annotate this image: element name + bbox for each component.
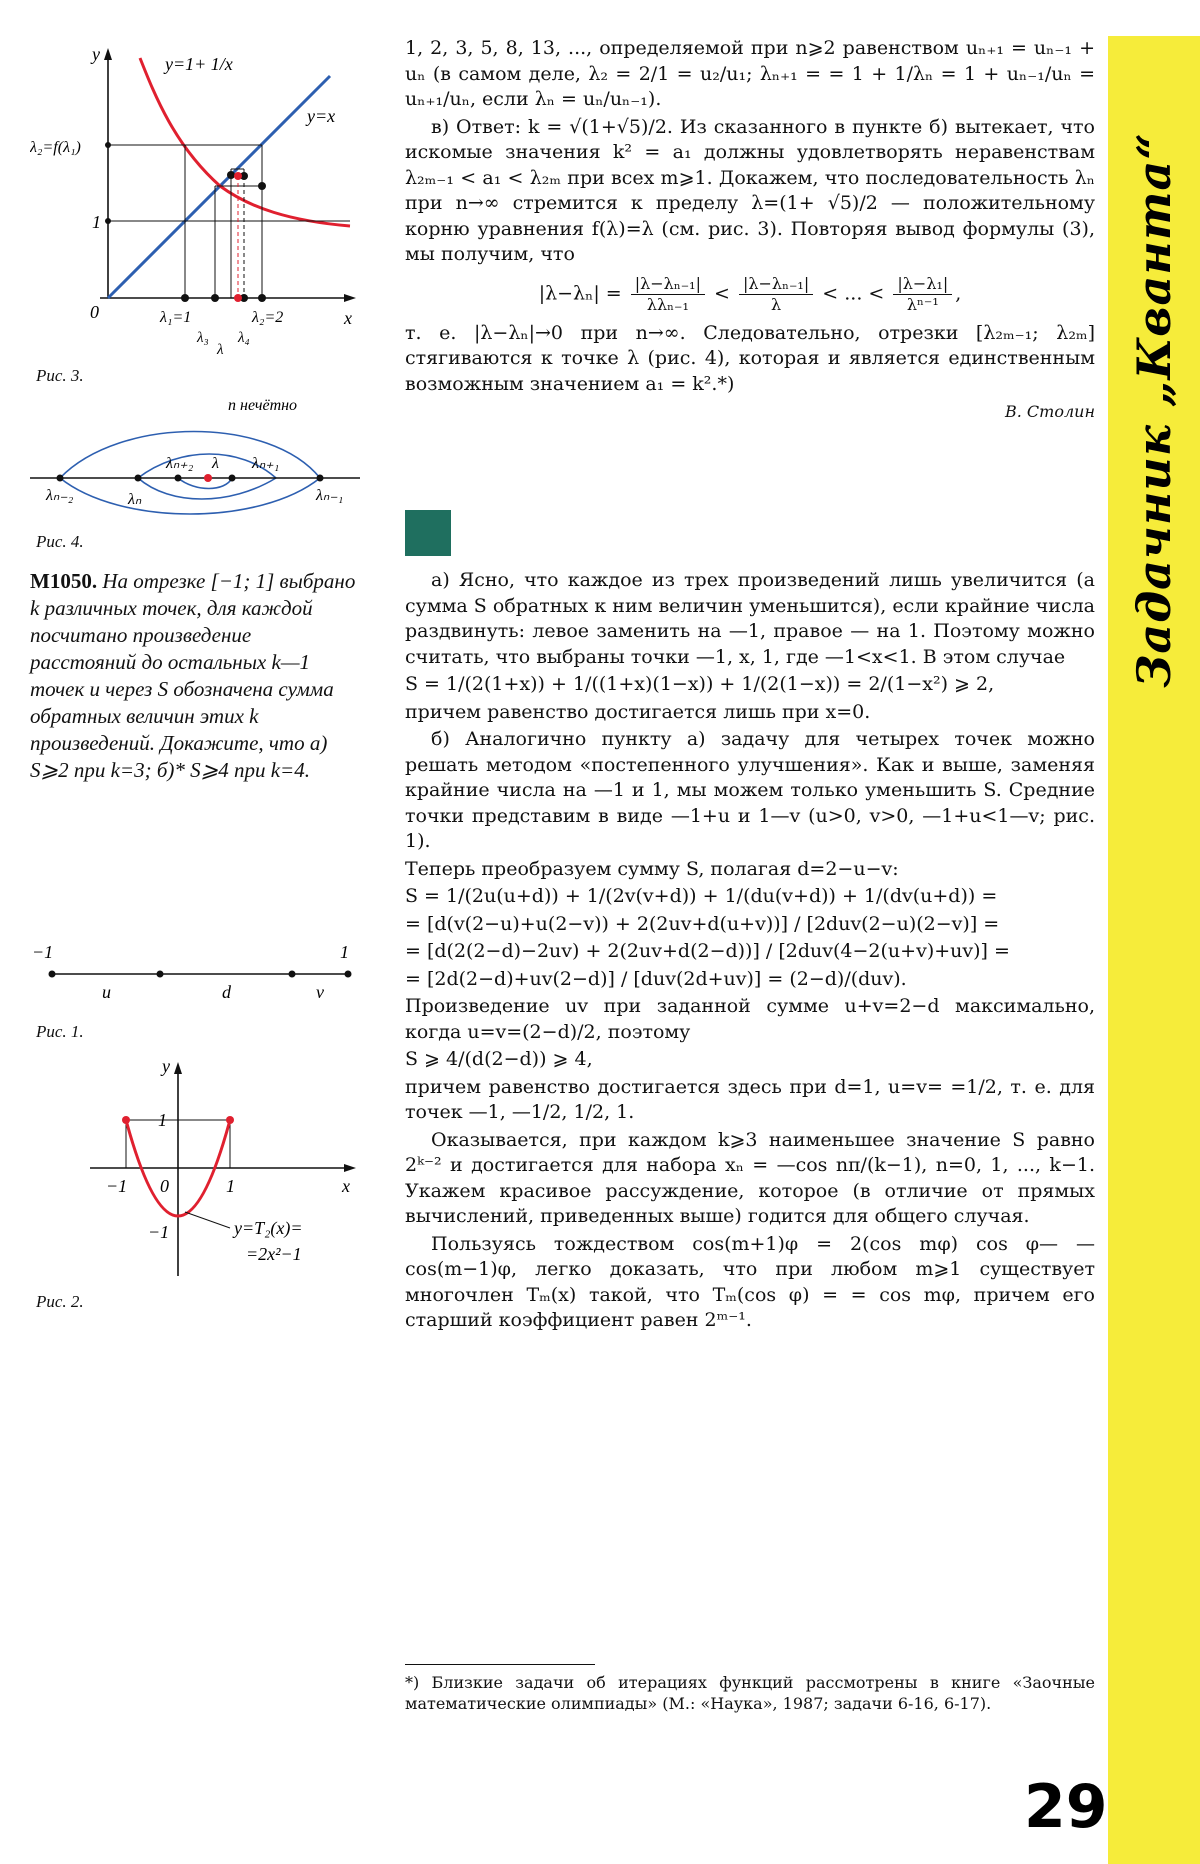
section-marker-icon xyxy=(405,510,451,556)
fig1-u: u xyxy=(102,982,111,1002)
figure-3-caption: Рис. 3. xyxy=(36,366,84,385)
fig3-l4-label: λ₄ xyxy=(238,330,250,346)
top-formula: |λ−λₙ| = $\frac{\text{|λ−λₙ₋₁|}}{\text{λλₙ₋₁}}$ < $\frac{\text{|λ−λₙ₋₁|}}{\lambda}$ < ... < $\frac{\text{|λ−λ₁|}}{\text{λⁿ⁻¹}}$ , xyxy=(538,273,962,314)
solution-b3: Произведение uv при заданной сумме u+v=2−d максимально, когда u=v=(2−d)/2, поэтому xyxy=(405,995,1095,1043)
fig2-p1: 1 xyxy=(226,1176,235,1196)
top-p3: т. е. |λ−λₙ|→0 при n→∞. Следовательно, отрезки [λ₂ₘ₋₁; λ₂ₘ] стягиваются к точке λ (рис. 4), которая и является единственным возможным значением a₁ = k².*) xyxy=(405,321,1095,395)
footnote-rule xyxy=(405,1664,595,1665)
top-eq-frac-2 xyxy=(739,274,813,315)
solution-b4: причем равенство достигается здесь при d=1, u=v= =1/2, т. е. для точек —1, —1/2, 1/2, 1. xyxy=(405,1075,1095,1123)
author: В. Столин xyxy=(1004,402,1095,421)
fig1-p1: 1 xyxy=(340,942,349,962)
fig4-l: λ xyxy=(212,455,219,472)
solution-f4: = [d(2(2−d)−2uv) + 2(2uv+d(2−d))] / [2duv(4−2(u+v)+uv)] = xyxy=(405,940,1010,962)
solution-b6: Пользуясь тождеством cos(m+1)φ = 2(cos mφ) cos φ— —cos(m−1)φ, легко доказать, что при любом m⩾1 существует многочлен Tₘ(x) такой, что Tₘ(cos φ) = = cos mφ, причем его старший коэффициент равен 2ᵐ⁻¹. xyxy=(405,1232,1095,1331)
footnote: *) Близкие задачи об итерациях функций рассмотрены в книге «Заочные математические олимпиады» (М.: «Наука», 1987; задачи 6-16, 6-17). xyxy=(405,1673,1095,1713)
solution-b1: б) Аналогично пункту а) задачу для четырех точек можно решать методом «постепенного улучшения». Как и выше, заменяя крайние числа на —1 и 1, мы можем только уменьшить S. Средние точки представим в виде —1+u и 1—v (u>0, v>0, —1+u<1—v; рис. 1). xyxy=(405,728,1095,852)
solution-f1: S = 1/(2(1+x)) + 1/((1+x)(1−x)) + 1/(2(1−x)) = 2/(1−x²) ⩾ 2, xyxy=(405,673,995,695)
fig2-one: 1 xyxy=(158,1110,167,1130)
solution-a2: причем равенство достигается лишь при x=0. xyxy=(405,700,871,723)
top-p1: 1, 2, 3, 5, 8, 13, ..., определяемой при n⩾2 равенством uₙ₊₁ = uₙ₋₁ + uₙ (в самом деле, λ₂ = 2/1 = u₂/u₁; λₙ₊₁ = = 1 + 1/λₙ = 1 + uₙ₋₁/uₙ = uₙ₊₁/uₙ, если λₙ = uₙ/uₙ₋₁). xyxy=(405,37,1095,110)
fig3-line-label: y=x xyxy=(307,106,336,126)
figure-1-segment xyxy=(30,940,360,1010)
fig4-lnm1: λₙ₋₁ xyxy=(316,487,344,504)
solution-f5: = [2d(2−d)+uv(2−d)] / [duv(2d+uv)] = (2−d)/(duv). xyxy=(405,967,907,990)
solution-column xyxy=(405,568,1095,1336)
fig3-l-label: λ xyxy=(217,342,224,358)
top-eq-f2n: |λ−λₙ₋₁| xyxy=(739,274,813,295)
top-eq-f2d: λ xyxy=(771,294,782,314)
fig4-lnm2: λₙ₋₂ xyxy=(46,487,74,504)
fig2-y-axis: y xyxy=(162,1056,170,1076)
side-label-text: Задачник „Кванта“ xyxy=(1127,132,1182,688)
fig2-label2: =2x²−1 xyxy=(246,1244,302,1264)
top-eq-f3n: |λ−λ₁| xyxy=(893,274,952,295)
fig1-v: v xyxy=(316,982,324,1002)
top-eq-f1d: λλₙ₋₁ xyxy=(646,294,689,314)
top-column xyxy=(405,36,1095,425)
problem-id: M1050. xyxy=(30,569,98,593)
page-number: 29 xyxy=(1024,1772,1108,1842)
top-eq-frac-1 xyxy=(631,274,705,315)
top-eq-f3d: λⁿ⁻¹ xyxy=(906,294,939,314)
solution-f3: = [d(v(2−u)+u(2−v)) + 2(2uv+d(u+v))] / [2duv(2−u)(2−v)] = xyxy=(405,912,1000,935)
fig1-d: d xyxy=(222,982,231,1002)
fig3-zero-label: 0 xyxy=(90,302,99,322)
fig4-ln: λₙ xyxy=(128,491,142,508)
fig2-m1: −1 xyxy=(106,1176,128,1196)
top-eq-mid: < ... < xyxy=(822,282,885,304)
fig3-one-label: 1 xyxy=(92,212,101,232)
top-eq-frac-3 xyxy=(893,274,952,315)
top-p2: в) Ответ: k = √(1+√5)/2. Из сказанного в пункте б) вытекает, что искомые значения k² = a₁ должны удовлетворять неравенствам λ₂ₘ₋₁ < a₁ < λ₂ₘ при всех m⩾1. Докажем, что последовательность λₙ при n→∞ стремится к пределу λ=(1+ √5)/2 — положительному корню уравнения f(λ)=λ (см. рис. 3). Повторяя вывод формулы (3), мы получим, что xyxy=(405,115,1095,265)
solution-b5: Оказывается, при каждом k⩾3 наименьшее значение S равно 2ᵏ⁻² и достигается для набора xₙ = —cos nπ/(k−1), n=0, 1, ..., k−1. Укажем красивое рассуждение, которое (в отличие от прямых вычислений, приведенных выше) годится для общего случая. xyxy=(405,1128,1095,1227)
fig3-l3-label: λ₃ xyxy=(197,330,209,346)
fig4-lnp1: λₙ₊₁ xyxy=(252,455,280,472)
fig2-label1: y=T₂(x)= xyxy=(234,1218,303,1238)
solution-a1: а) Ясно, что каждое из трех произведений лишь увеличится (а сумма S обратных к ним величин уменьшится), если крайние числа раздвинуть: левое заменить на —1, правое — на 1. Поэтому можно считать, что выбраны точки —1, x, 1, где —1<x<1. В этом случае xyxy=(405,569,1095,668)
fig2-mm1: −1 xyxy=(148,1222,170,1242)
problem-m1050 xyxy=(30,568,360,784)
fig3-l1-label: λ₁=1 xyxy=(160,309,192,326)
fig3-curve-label: y=1+ 1/x xyxy=(165,54,233,74)
fig1-m1: −1 xyxy=(32,942,54,962)
solution-b2: Теперь преобразуем сумму S, полагая d=2−u−v: xyxy=(405,857,899,880)
figure-2-chebyshev xyxy=(30,1056,360,1286)
problem-text: На отрезке [−1; 1] выбрано k различных точек, для каждой посчитано произведение расстояний до остальных k—1 точек и через S обозначена сумма обратных величин этих k произведений. Докажите, что а) S⩾2 при k=3; б)* S⩾4 при k=4. xyxy=(30,569,356,782)
fig2-zero: 0 xyxy=(160,1176,169,1196)
figure-2-caption: Рис. 2. xyxy=(36,1292,84,1311)
fig2-x-axis: x xyxy=(342,1176,350,1196)
fig3-x-axis-label: x xyxy=(344,308,352,328)
figure-1-caption: Рис. 1. xyxy=(36,1022,84,1041)
solution-f6: S ⩾ 4/(d(2−d)) ⩾ 4, xyxy=(405,1048,593,1070)
figure-4-diagram xyxy=(30,396,360,520)
top-eq-f1n: |λ−λₙ₋₁| xyxy=(631,274,705,295)
fig3-y-axis-label: y xyxy=(92,44,100,64)
fig3-lambda2-label: λ₂=f(λ₁) xyxy=(30,139,81,156)
solution-f2: S = 1/(2u(u+d)) + 1/(2v(v+d)) + 1/(du(v+d)) + 1/(dv(u+d)) = xyxy=(405,885,998,907)
fig4-lnp2: λₙ₊₂ xyxy=(166,455,194,472)
figure-4-caption: Рис. 4. xyxy=(36,532,84,551)
side-label xyxy=(1108,132,1200,688)
fig3-l2-label: λ₂=2 xyxy=(252,309,284,326)
top-eq-lhs: |λ−λₙ| = xyxy=(538,282,622,304)
figure-3-graph xyxy=(30,36,360,366)
fig4-title: n нечётно xyxy=(228,397,298,414)
